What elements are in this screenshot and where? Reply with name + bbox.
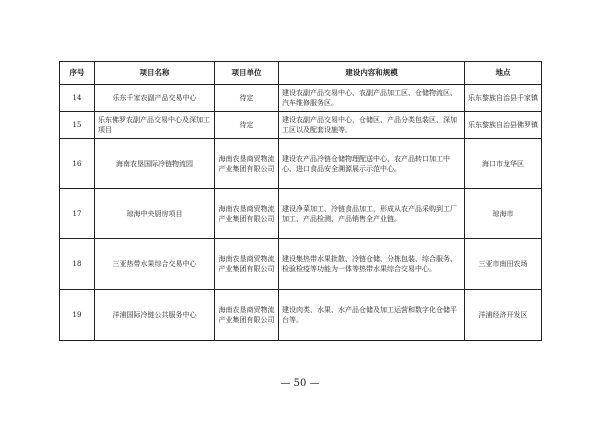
cell-location: 琼海市 [465,189,542,239]
cell-location: 洋浦经济开发区 [465,290,542,341]
cell-project-unit: 待定 [215,85,279,112]
cell-num: 16 [60,139,95,189]
cell-project-unit: 海南农垦商贸物流产业集团有限公司 [215,189,279,239]
table-row [60,112,542,139]
cell-content: 建设农副产品交易中心、农副产品加工区、仓储物流区、汽车维修服务区。 [279,85,465,112]
cell-content: 建设农产品冷链仓储物理配送中心、农产品转口加工中心、进口食品安全溯源展示示范中心。 [279,139,465,189]
cell-project-unit: 海南农垦商贸物流产业集团有限公司 [215,290,279,341]
cell-project-name: 洋浦国际冷链公共服务中心 [95,290,215,341]
cell-num: 18 [60,239,95,290]
cell-project-name: 海南农垦国际冷链物流园 [95,139,215,189]
header-project-name: 项目名称 [95,62,215,85]
cell-location: 海口市龙华区 [465,139,542,189]
table-row [60,189,542,239]
cell-location: 乐东黎族自治县千家镇 [465,85,542,112]
cell-project-unit: 海南农垦商贸物流产业集团有限公司 [215,239,279,290]
table-row [60,139,542,189]
cell-num: 14 [60,85,95,112]
cell-project-name: 三亚热带水果综合交易中心 [95,239,215,290]
cell-num: 19 [60,290,95,341]
table-row [60,239,542,290]
cell-project-unit: 海南农垦商贸物流产业集团有限公司 [215,139,279,189]
table-row [60,85,542,112]
cell-num: 15 [60,112,95,139]
cell-content: 建设集热带水果批散、冷链仓储、分拣包装、综合服务、检验检疫等功能为一体等热带水果综合交易中心。 [279,239,465,290]
header-content: 建设内容和规模 [279,62,465,85]
table-row [60,290,542,341]
header-location: 地点 [465,62,542,85]
cell-content: 建设肉类、水果、水产品仓储及加工运营和数字化仓储平台等。 [279,290,465,341]
cell-project-unit: 待定 [215,112,279,139]
table-header-row [60,62,542,85]
cell-project-name: 乐东佛罗农副产品交易中心及深加工项目 [95,112,215,139]
cell-location: 乐东黎族自治县佛罗镇 [465,112,542,139]
project-table [59,61,542,341]
header-project-unit: 项目单位 [215,62,279,85]
cell-project-name: 琼海中央厨房项目 [95,189,215,239]
cell-project-name: 乐东千家农副产品交易中心 [95,85,215,112]
cell-location: 三亚市南田农场 [465,239,542,290]
cell-num: 17 [60,189,95,239]
cell-content: 建设农副产品交易中心，仓储区、产品分类包装区、深加工区以及配套设施等。 [279,112,465,139]
page-number: — 50 — [280,378,320,389]
cell-content: 建设净菜加工、冷链食品加工，形成从农产品采购到工厂加工、产品检测、产品销售全产业链。 [279,189,465,239]
header-num: 序号 [60,62,95,85]
